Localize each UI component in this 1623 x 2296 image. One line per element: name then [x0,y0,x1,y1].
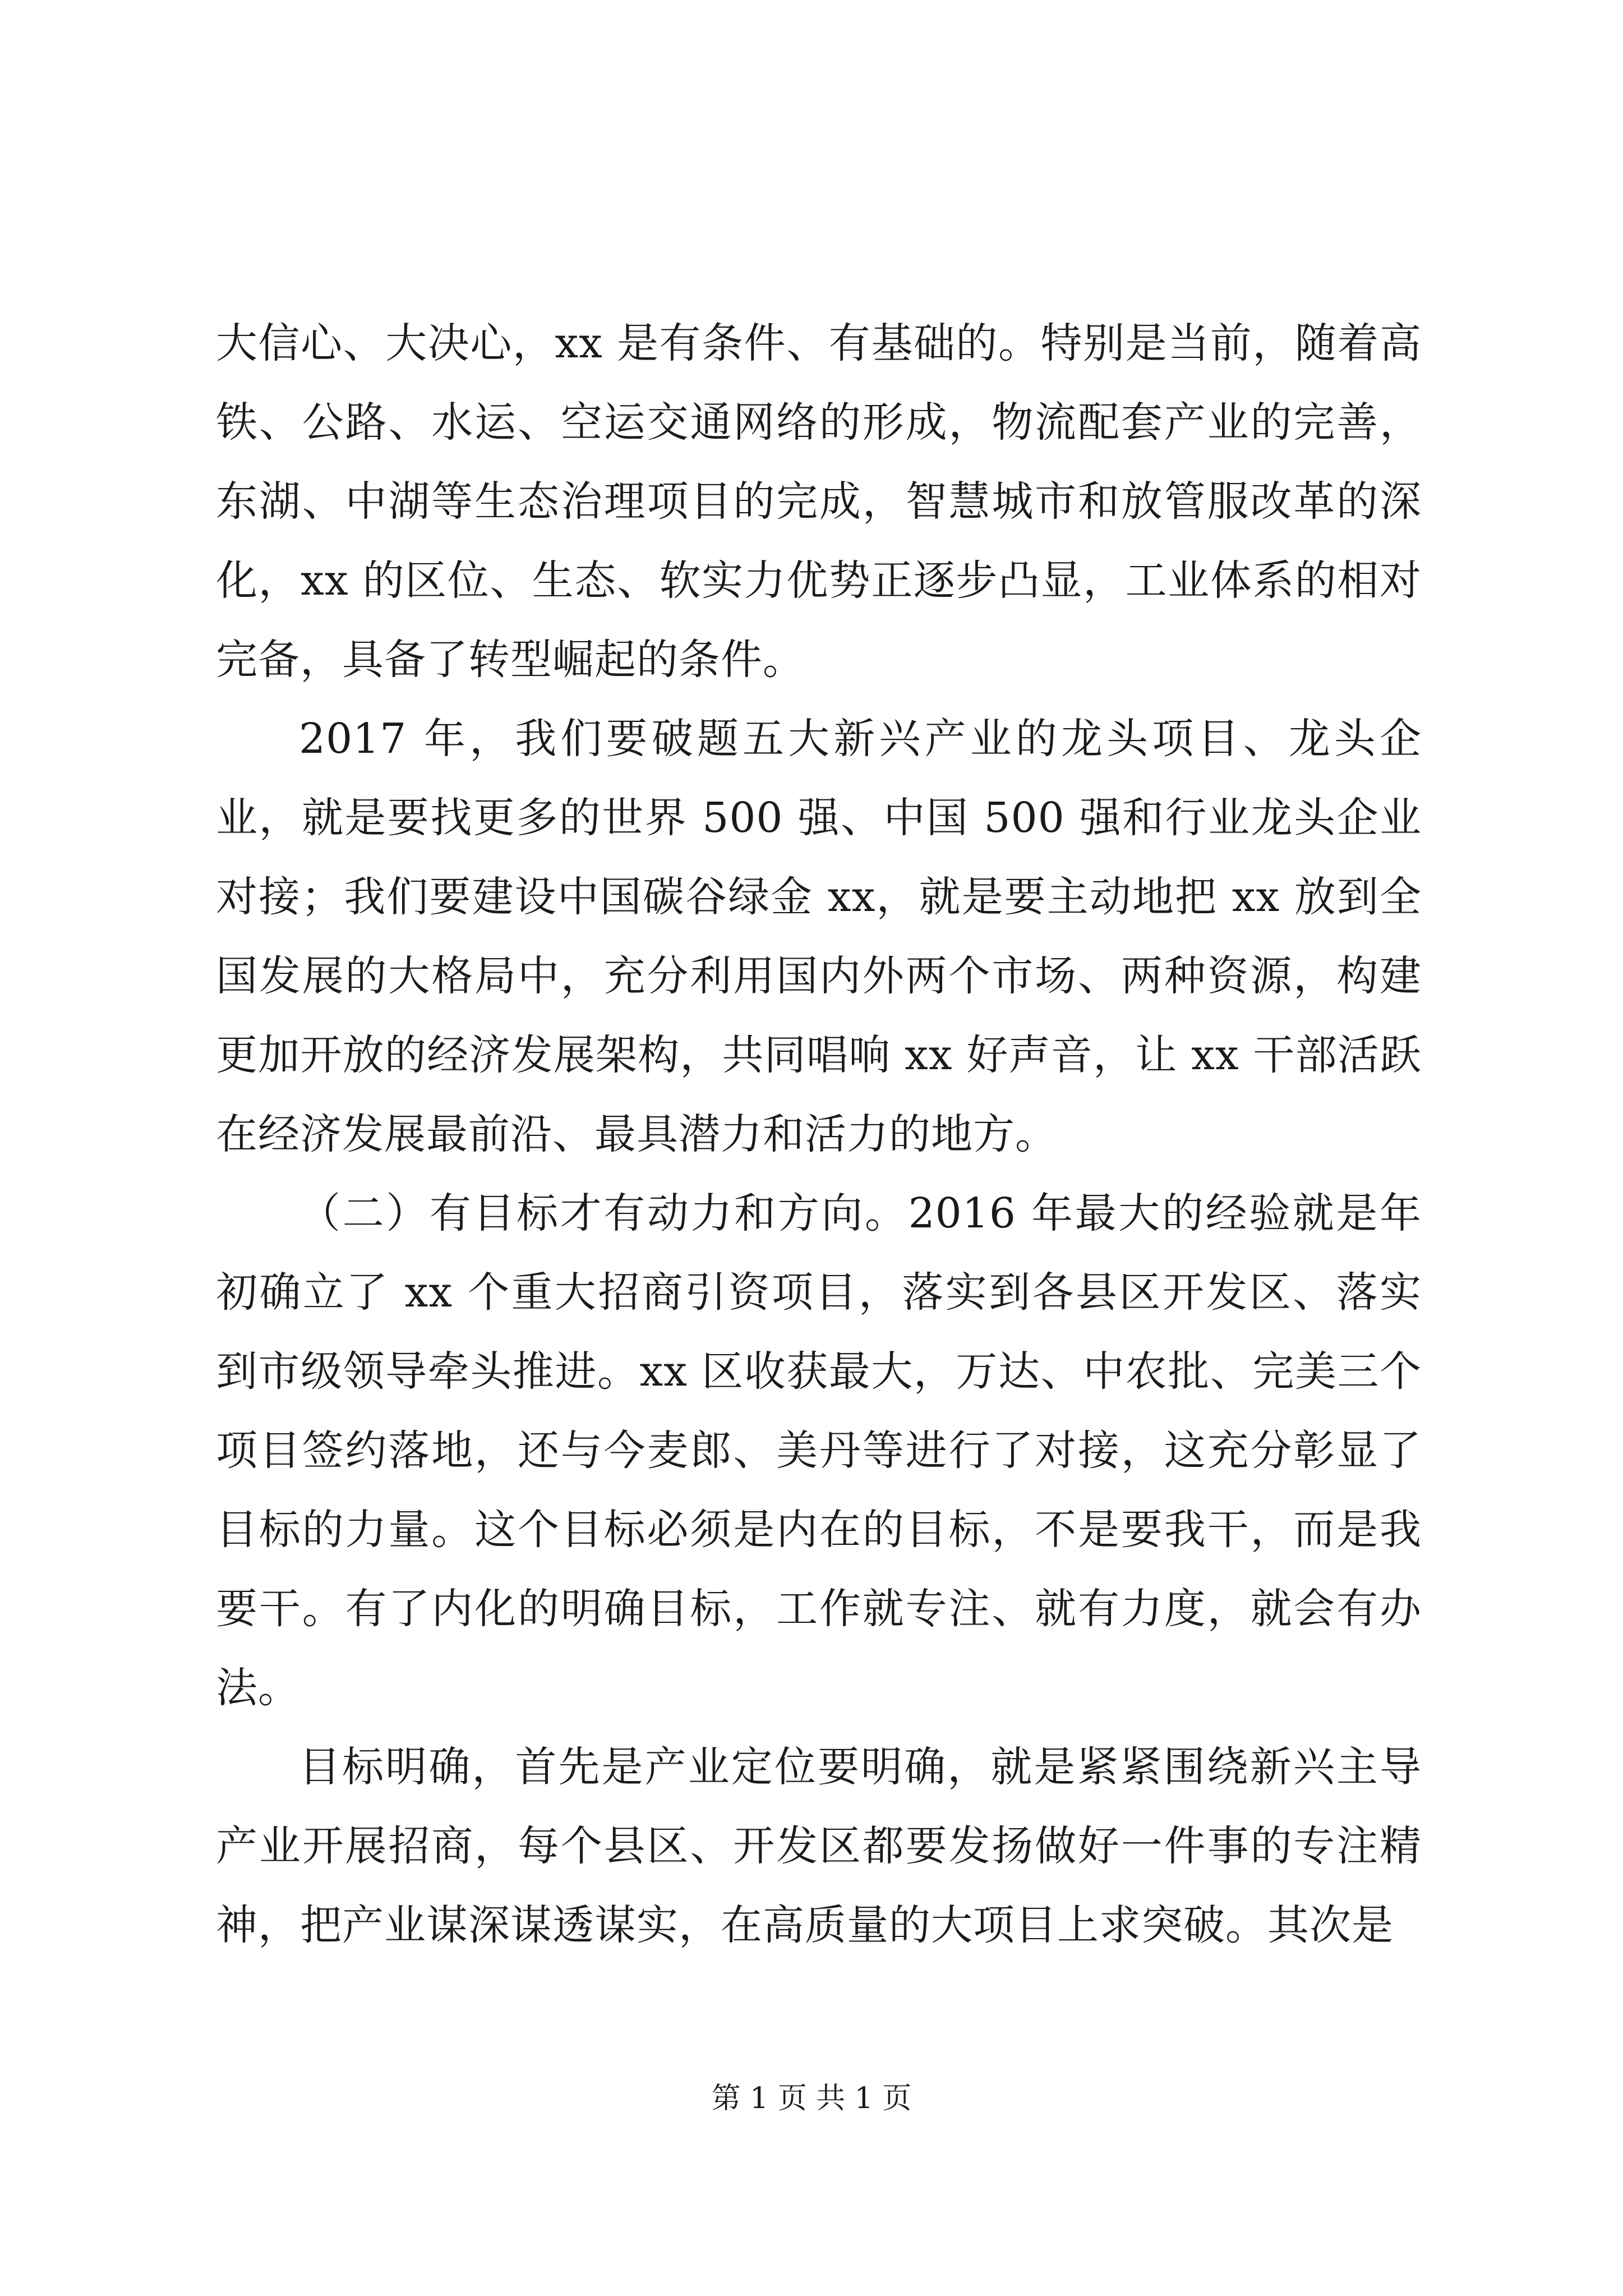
paragraph-2: 2017 年，我们要破题五大新兴产业的龙头项目、龙头企业，就是要找更多的世界 500 强、中国 500 强和行业龙头企业对接；我们要建设中国碳谷绿金 xx，就是要主动地把 xx 放到全国发展的大格局中，充分利用国内外两个市场、两种资源，构建更加开放的经济发展架构，共同唱响 xx 好声音，让 xx 干部活跃在经济发展最前沿、最具潜力和活力的地方。 [216,715,1422,1158]
paragraph-1: 大信心、大决心，xx 是有条件、有基础的。特别是当前，随着高铁、公路、水运、空运交通网络的形成，物流配套产业的完善，东湖、中湖等生态治理项目的完成，智慧城市和放管服改革的深化，xx 的区位、生态、软实力优势正逐步凸显，工业体系的相对完备，具备了转型崛起的条件。 [216,319,1422,684]
paragraph-4: 目标明确，首先是产业定位要明确，就是紧紧围绕新兴主导产业开展招商，每个县区、开发区都要发扬做好一件事的专注精神，把产业谋深谋透谋实，在高质量的大项目上求突破。其次是 [216,1743,1422,1949]
paragraph-3: （二）有目标才有动力和方向。2016 年最大的经验就是年初确立了 xx 个重大招商引资项目，落实到各县区开发区、落实到市级领导牵头推进。xx 区收获最大，万达、中农批、完美三个项目签约落地，还与今麦郎、美丹等进行了对接，这充分彰显了目标的力量。这个目标必须是内在的目标，不是要我干，而是我要干。有了内化的明确目标，工作就专注、就有力度，就会有办法。 [216,1189,1422,1712]
page-number-footer: 第 1 页 共 1 页 [711,2082,912,2115]
document-body [216,304,1422,1965]
